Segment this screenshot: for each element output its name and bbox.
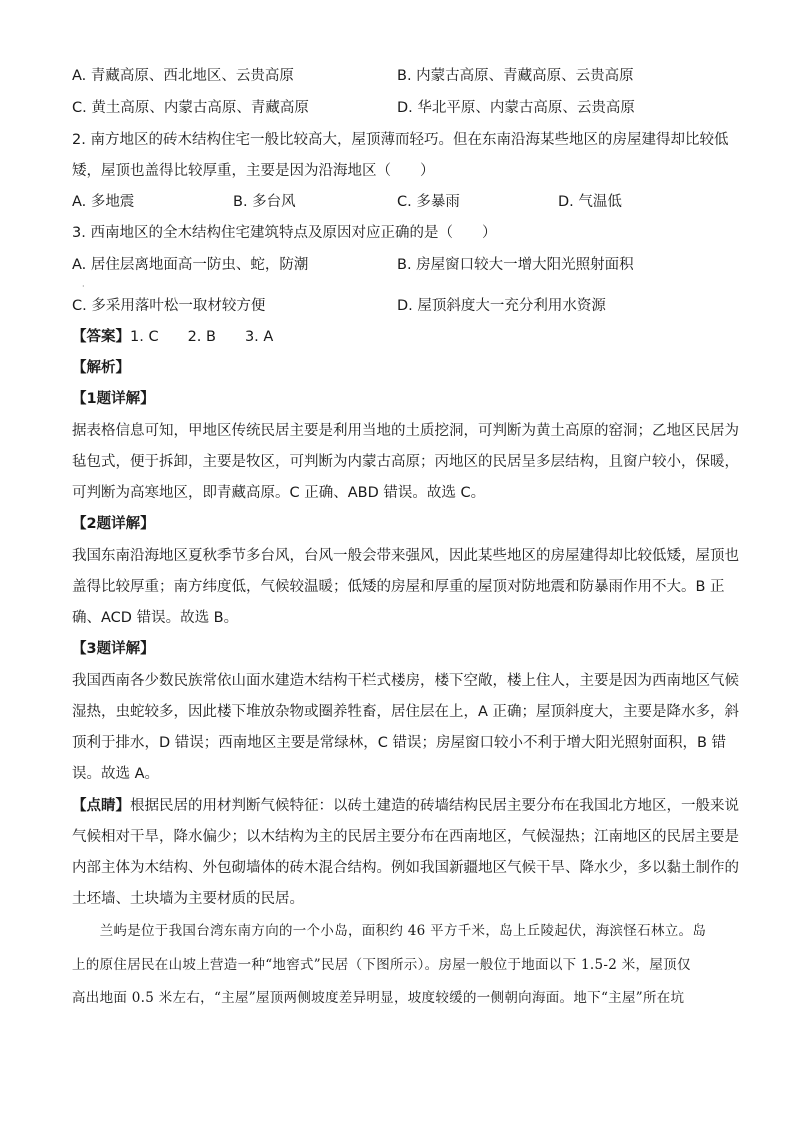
detail3-label: 【3题详解】 <box>72 641 155 657</box>
detail3-line-3: 顶利于排水，D 错误；西南地区主要是常绿林，C 错误；房屋窗口较小不利于增大阳光照射面积，B 错 <box>72 735 727 751</box>
tip-label: 【点睛】 <box>72 798 130 814</box>
q1-option-a: A. 青藏高原、西北地区、云贵高原 <box>72 68 294 84</box>
passage-line-1: 兰屿是位于我国台湾东南方向的一个小岛，面积约 46 平方千米，岛上丘陵起伏，海滨怪石林立。岛 <box>72 923 707 939</box>
tip-line-1 <box>72 796 739 816</box>
q2-option-c: C. 多暴雨 <box>397 194 460 210</box>
q1-option-b: B. 内蒙古高原、青藏高原、云贵高原 <box>397 68 634 84</box>
q2-option-a: A. 多地震 <box>72 194 135 210</box>
tip-line-3: 内部主体为木结构、外包砌墙体的砖木混合结构。例如我国新疆地区气候干旱、降水少，多以黏土制作的 <box>72 860 739 876</box>
q2-stem-line-2: 矮，屋顶也盖得比较厚重，主要是因为沿海地区（ ） <box>72 163 435 179</box>
q1-option-d: D. 华北平原、内蒙古高原、云贵高原 <box>397 100 635 116</box>
answer-label: 【答案】 <box>72 329 130 345</box>
stray-dot: · <box>82 282 85 291</box>
q2-stem-line-1: 2. 南方地区的砖木结构住宅一般比较高大，屋顶薄而轻巧。但在东南沿海某些地区的房屋建得却比较低 <box>72 132 729 148</box>
q2-option-d: D. 气温低 <box>558 194 622 210</box>
detail2-line-1: 我国东南沿海地区夏秋季节多台风，台风一般会带来强风，因此某些地区的房屋建得却比较低矮，屋顶也 <box>72 548 739 564</box>
detail2-label: 【2题详解】 <box>72 516 155 532</box>
q3-option-b: B. 房屋窗口较大一增大阳光照射面积 <box>397 257 634 273</box>
tip-line-4: 土坯墙、土块墙为主要材质的民居。 <box>72 891 304 907</box>
answer-line <box>72 327 722 347</box>
detail1-line-1: 据表格信息可知，甲地区传统民居主要是利用当地的土质挖洞，可判断为黄土高原的窑洞；乙地区民居为 <box>72 423 739 439</box>
q3-option-d: D. 屋顶斜度大一充分利用水资源 <box>397 298 606 314</box>
detail3-line-1: 我国西南各少数民族常依山面水建造木结构干栏式楼房，楼下空敞，楼上住人，主要是因为西南地区气候 <box>72 673 739 689</box>
detail1-label: 【1题详解】 <box>72 391 155 407</box>
analysis-label: 【解析】 <box>72 360 130 376</box>
detail1-line-2: 毡包式，便于拆卸，主要是牧区，可判断为内蒙古高原；丙地区的民居呈多层结构，且窗户较小，保暖， <box>72 454 739 470</box>
q2-option-b: B. 多台风 <box>233 194 296 210</box>
detail2-line-2: 盖得比较厚重；南方纬度低，气候较温暖；低矮的房屋和厚重的屋顶对防地震和防暴雨作用不大。B 正 <box>72 579 725 595</box>
detail3-line-2: 湿热，虫蛇较多，因此楼下堆放杂物或圈养牲畜，居住层在上，A 正确；屋顶斜度大，主要是降水多，斜 <box>72 704 740 720</box>
q1-option-c: C. 黄土高原、内蒙古高原、青藏高原 <box>72 100 309 116</box>
detail3-line-4: 误。故选 A。 <box>72 766 160 782</box>
tip-line-2: 气候相对干旱，降水偏少；以木结构为主的民居主要分布在西南地区，气候湿热；江南地区的民居主要是 <box>72 829 739 845</box>
q3-option-c: C. 多采用落叶松一取材较方便 <box>72 298 266 314</box>
answer-values: 1. C 2. B 3. A <box>130 329 274 345</box>
passage-line-3: 高出地面 0.5 米左右，“主屋”屋顶两侧坡度差异明显，坡度较缓的一侧朝向海面。地下“主屋”所在坑 <box>72 990 685 1006</box>
q3-stem: 3. 西南地区的全木结构住宅建筑特点及原因对应正确的是（ ） <box>72 225 497 241</box>
tip-line-1-text: 根据民居的用材判断气候特征：以砖土建造的砖墙结构民居主要分布在我国北方地区，一般来说 <box>130 798 739 814</box>
detail1-line-3: 可判断为高寒地区，即青藏高原。C 正确、ABD 错误。故选 C。 <box>72 485 486 501</box>
passage-line-2: 上的原住居民在山坡上营造一种“地窖式”民居（下图所示）。房屋一般位于地面以下 1.5-2 米，屋顶仅 <box>72 957 691 973</box>
detail2-line-3: 确、ACD 错误。故选 B。 <box>72 610 239 626</box>
q3-option-a: A. 居住层离地面高一防虫、蛇，防潮 <box>72 257 309 273</box>
